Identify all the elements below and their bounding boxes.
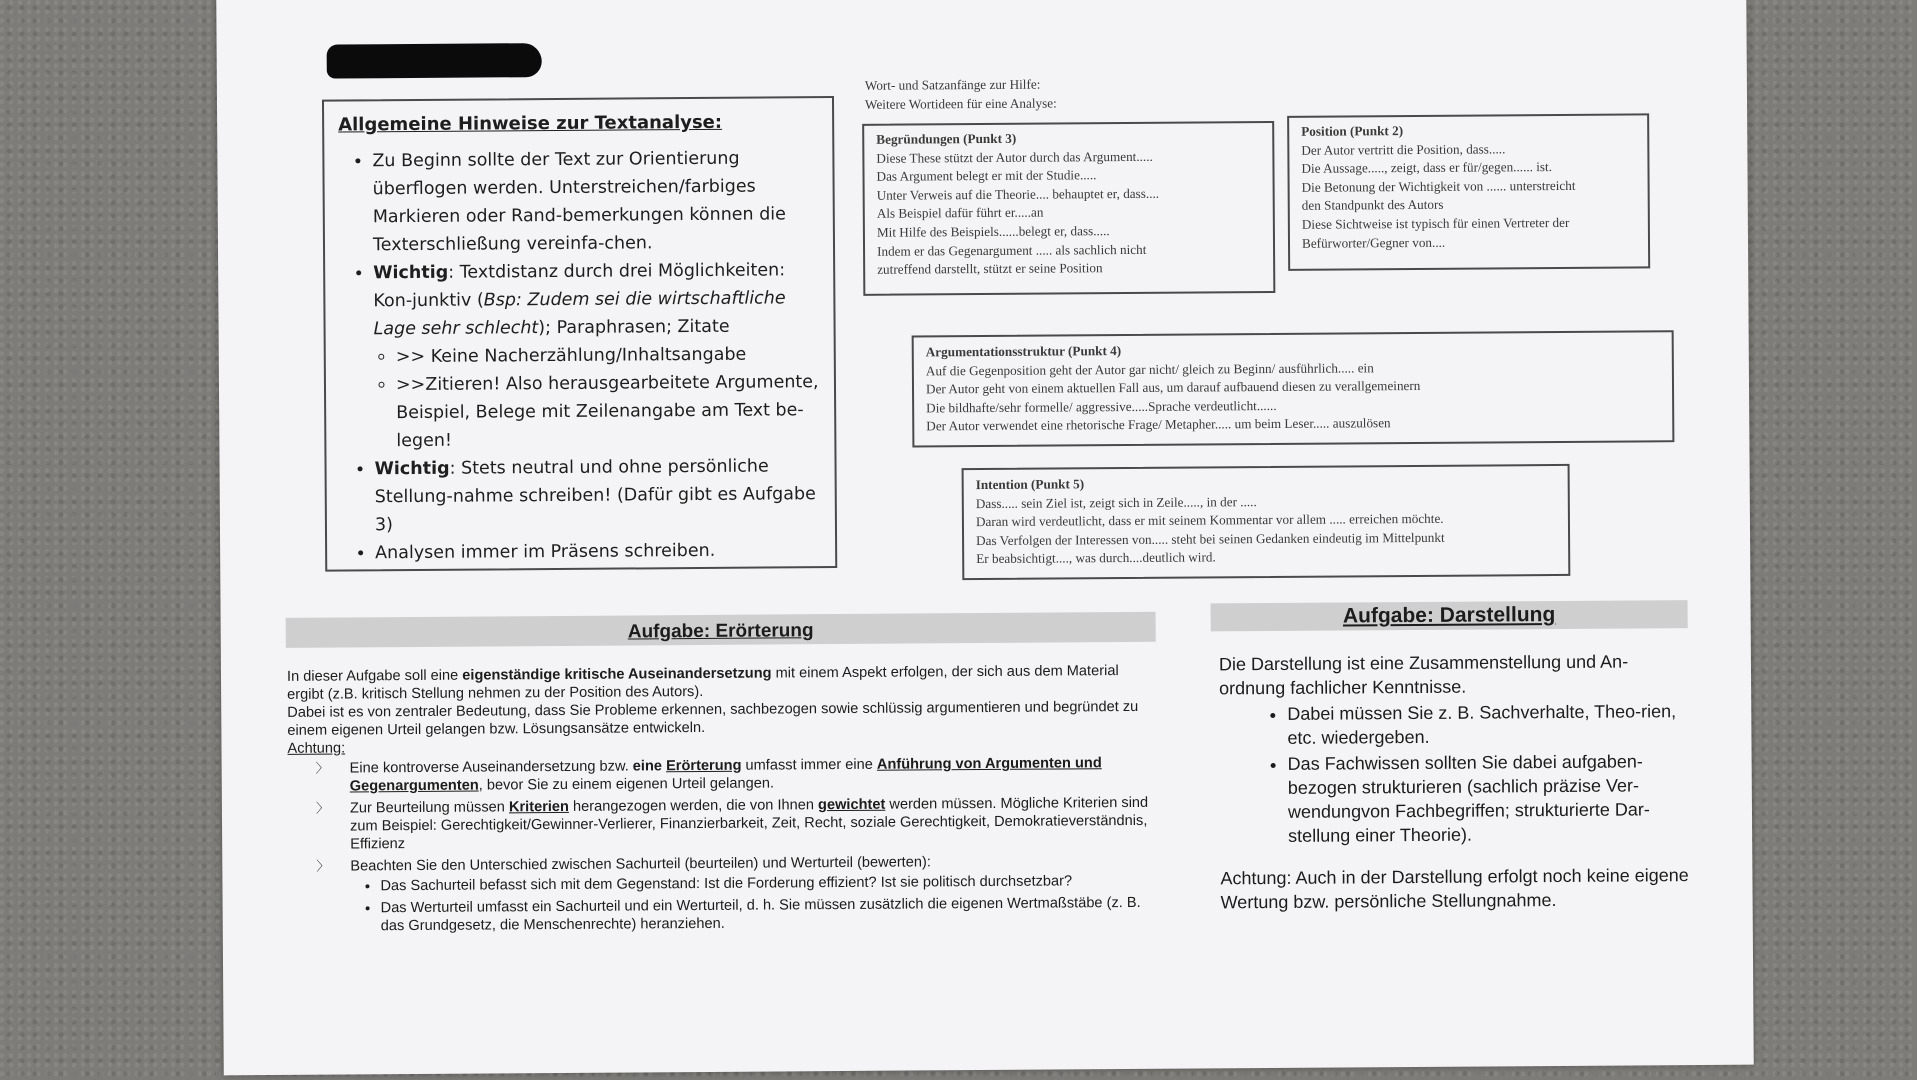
box-line: Unter Verweis auf die Theorie.... behauptet er, dass....	[876, 185, 1160, 203]
note-example: Bsp: Zudem sei die wirtschaftliche Lage sehr schlecht	[373, 288, 786, 340]
darstellung-section	[1219, 649, 1691, 914]
box-line: Die Betonung der Wichtigkeit von ...... unterstreicht	[1301, 177, 1576, 195]
intention-box	[962, 464, 1571, 580]
box-line: Er beabsichtigt...., was durch....deutlich wird.	[976, 549, 1216, 567]
text-bold: Erörterung	[665, 757, 742, 775]
text: In dieser Aufgabe soll eine	[286, 667, 463, 685]
eroerterung-heading: Aufgabe: Erörterung	[286, 612, 1156, 648]
list-item	[350, 852, 1159, 936]
list-item: • Das Sachurteil befasst sich mit dem Gegenstand: Ist die Forderung effizient? Ist sie politisch durchsetzbar?	[380, 872, 1158, 895]
eroerterung-list	[288, 754, 1159, 936]
general-notes-title: Allgemeine Hinweise zur Textanalyse:	[338, 111, 723, 136]
text-bold: eigenständige kritische Auseinandersetzung	[462, 665, 772, 684]
text: herangezogen werden, die von Ihnen	[568, 797, 819, 815]
reasons-box	[862, 121, 1275, 296]
general-notes-sublist	[340, 340, 821, 455]
box-line: zutreffend darstellt, stützt er seine Position	[877, 260, 1103, 277]
general-notes-list	[338, 144, 819, 343]
list-item: • Analysen immer im Präsens schreiben.	[375, 536, 821, 567]
box-line: Das Verfolgen der Interessen von..... steht bei seinen Gedanken eindeutig im Mittelpunkt	[976, 529, 1445, 548]
box-title: Position (Punkt 2)	[1301, 123, 1404, 139]
box-line: Auf die Gegenposition geht der Autor gar nicht/ gleich zu Beginn/ ausführlich..... ein	[925, 359, 1374, 379]
hint-line: Weitere Wortideen für eine Analyse:	[864, 95, 1057, 112]
text-bold: gewichtet	[817, 796, 886, 814]
text: Eine kontroverse Auseinandersetzung bzw.	[349, 758, 633, 777]
eroerterung-intro-2: Dabei ist es von zentraler Bedeutung, dass Sie Probleme erkennen, sachbezogen sowie schlüssig argumentieren und begründet zu einem eigenen Urteil gelangen bzw. Lösungsansätze entwickeln.	[287, 698, 1139, 739]
list-item	[350, 754, 1158, 796]
list-item	[373, 256, 820, 343]
note-text: : Textdistanz durch drei Möglichkeiten: Kon-junktiv (	[373, 260, 786, 312]
note-text: Zu Beginn sollte der Text zur Orientierung überflogen werden. Unterstreichen/farbiges Markieren oder Rand-bemerkungen können die Texterschließung vereinfa-chen.	[372, 148, 786, 256]
box-line: Diese These stützt der Autor durch das Argument.....	[876, 148, 1153, 166]
text-bold: Anführung von Argumenten und Gegenargumenten	[349, 755, 1102, 795]
box-line: Der Autor geht von einem aktuellen Fall aus, um darauf aufbauend diesen zu verallgemeinern	[925, 378, 1421, 397]
list-item	[372, 144, 819, 259]
note-text: ); Paraphrasen; Zitate	[538, 316, 730, 339]
general-notes-box	[322, 96, 837, 572]
darstellung-intro: Die Darstellung ist eine Zusammenstellung und An-ordnung fachlicher Kenntnisse.	[1218, 651, 1629, 699]
list-item: ◦ >> Keine Nacherzählung/Inhaltsangabe	[396, 340, 820, 371]
box-title: Begründungen (Punkt 3)	[876, 130, 1017, 147]
phrase-hints-header	[865, 75, 1057, 114]
note-text: : Stets neutral und ohne persönliche Stellung-nahme schreiben! (Dafür gibt es Aufgabe 3)	[374, 456, 816, 536]
text-bold: Kriterien	[508, 798, 569, 816]
achtung-label: Achtung:	[287, 740, 346, 757]
text: umfasst immer eine	[741, 756, 877, 774]
list-item	[374, 452, 821, 539]
box-line: Indem er das Gegenargument ..... als sachlich nicht	[876, 241, 1147, 259]
box-line: Befürworter/Gegner von....	[1301, 234, 1446, 251]
text: Zur Beurteilung müssen	[349, 799, 509, 817]
text: Beachten Sie den Unterschied zwischen Sachurteil (beurteilen) und Werturteil (bewerten):	[350, 854, 931, 875]
darstellung-heading: Aufgabe: Darstellung	[1211, 600, 1688, 631]
box-title: Argumentationsstruktur (Punkt 4)	[925, 343, 1122, 360]
text: , bevor Sie zu einem eigenen Urteil gelangen.	[478, 775, 775, 794]
hint-line: Wort- und Satzanfänge zur Hilfe:	[864, 76, 1041, 93]
box-title: Intention (Punkt 5)	[975, 476, 1085, 493]
darstellung-achtung: Achtung: Auch in der Darstellung erfolgt noch keine eigene Wertung bzw. persönliche Stellungnahme.	[1220, 865, 1689, 913]
text: werden müssen. Mögliche Kriterien sind zum Beispiel: Gerechtigkeit/Gewinner-Verlierer, Finanzierbarkeit, Zeit, Recht, soziale Gerechtigkeit, Demokratieverständnis, Effizienz	[349, 794, 1149, 853]
eroerterung-sublist	[350, 872, 1158, 936]
box-line: Diese Sichtweise ist typisch für einen Vertreter der	[1301, 214, 1570, 232]
argument-structure-box	[912, 330, 1675, 447]
text: mit einem Aspekt erfolgen, der sich aus dem Material ergibt (z.B. kritisch Stellung nehmen zu der Position des Autors).	[287, 663, 1119, 703]
text-bold: eine	[632, 758, 663, 775]
box-line: Daran wird verdeutlicht, dass er mit seinem Kommentar vor allem ..... erreichen möchte.	[975, 510, 1444, 530]
box-line: Die Aussage....., zeigt, dass er für/gegen...... ist.	[1301, 159, 1553, 176]
box-line: Mit Hilfe des Beispiels......belegt er, dass.....	[876, 223, 1110, 240]
list-item: • Das Werturteil umfasst ein Sachurteil und ein Werturteil, d. h. Sie müssen zusätzlich die eigenen Wertmaßstäbe (z. B. das Grundgesetz, die Menschenrechte) heranziehen.	[381, 894, 1159, 935]
box-line: Die bildhafte/sehr formelle/ aggressive.....Sprache verdeutlicht......	[926, 397, 1277, 416]
general-notes-list-2	[340, 452, 821, 567]
note-emphasis: Wichtig	[373, 262, 449, 284]
position-box	[1287, 113, 1650, 271]
worksheet	[216, 0, 1754, 1075]
redacted-name-bar	[327, 43, 542, 79]
note-emphasis: Wichtig	[374, 458, 450, 480]
list-item: • Das Fachwissen sollten Sie dabei aufgaben-bezogen strukturieren (sachlich präzise Ver-wendungvon Fachbegriffen; strukturierte Dar-stellung einer Theorie).	[1288, 749, 1691, 848]
box-line: Als Beispiel dafür führt er.....an	[876, 204, 1044, 222]
box-line: Der Autor verwendet eine rhetorische Frage/ Metapher..... um beim Leser..... auszulösen	[926, 415, 1391, 434]
box-line: Das Argument belegt er mit der Studie.....	[876, 167, 1097, 184]
list-item	[350, 794, 1158, 854]
box-line: den Standpunkt des Autors	[1301, 197, 1444, 214]
eroerterung-intro	[287, 662, 1157, 704]
eroerterung-section	[287, 662, 1159, 940]
box-line: Dass..... sein Ziel ist, zeigt sich in Zeile....., in der .....	[975, 493, 1257, 511]
list-item: • Dabei müssen Sie z. B. Sachverhalte, Theo-rien, etc. wiedergeben.	[1287, 699, 1689, 750]
darstellung-list	[1219, 699, 1690, 848]
list-item: ◦ >>Zitieren! Also herausgearbeitete Argumente, Beispiel, Belege mit Zeilenangabe am Text be-legen!	[396, 368, 821, 455]
box-line: Der Autor vertritt die Position, dass.....	[1301, 140, 1506, 158]
